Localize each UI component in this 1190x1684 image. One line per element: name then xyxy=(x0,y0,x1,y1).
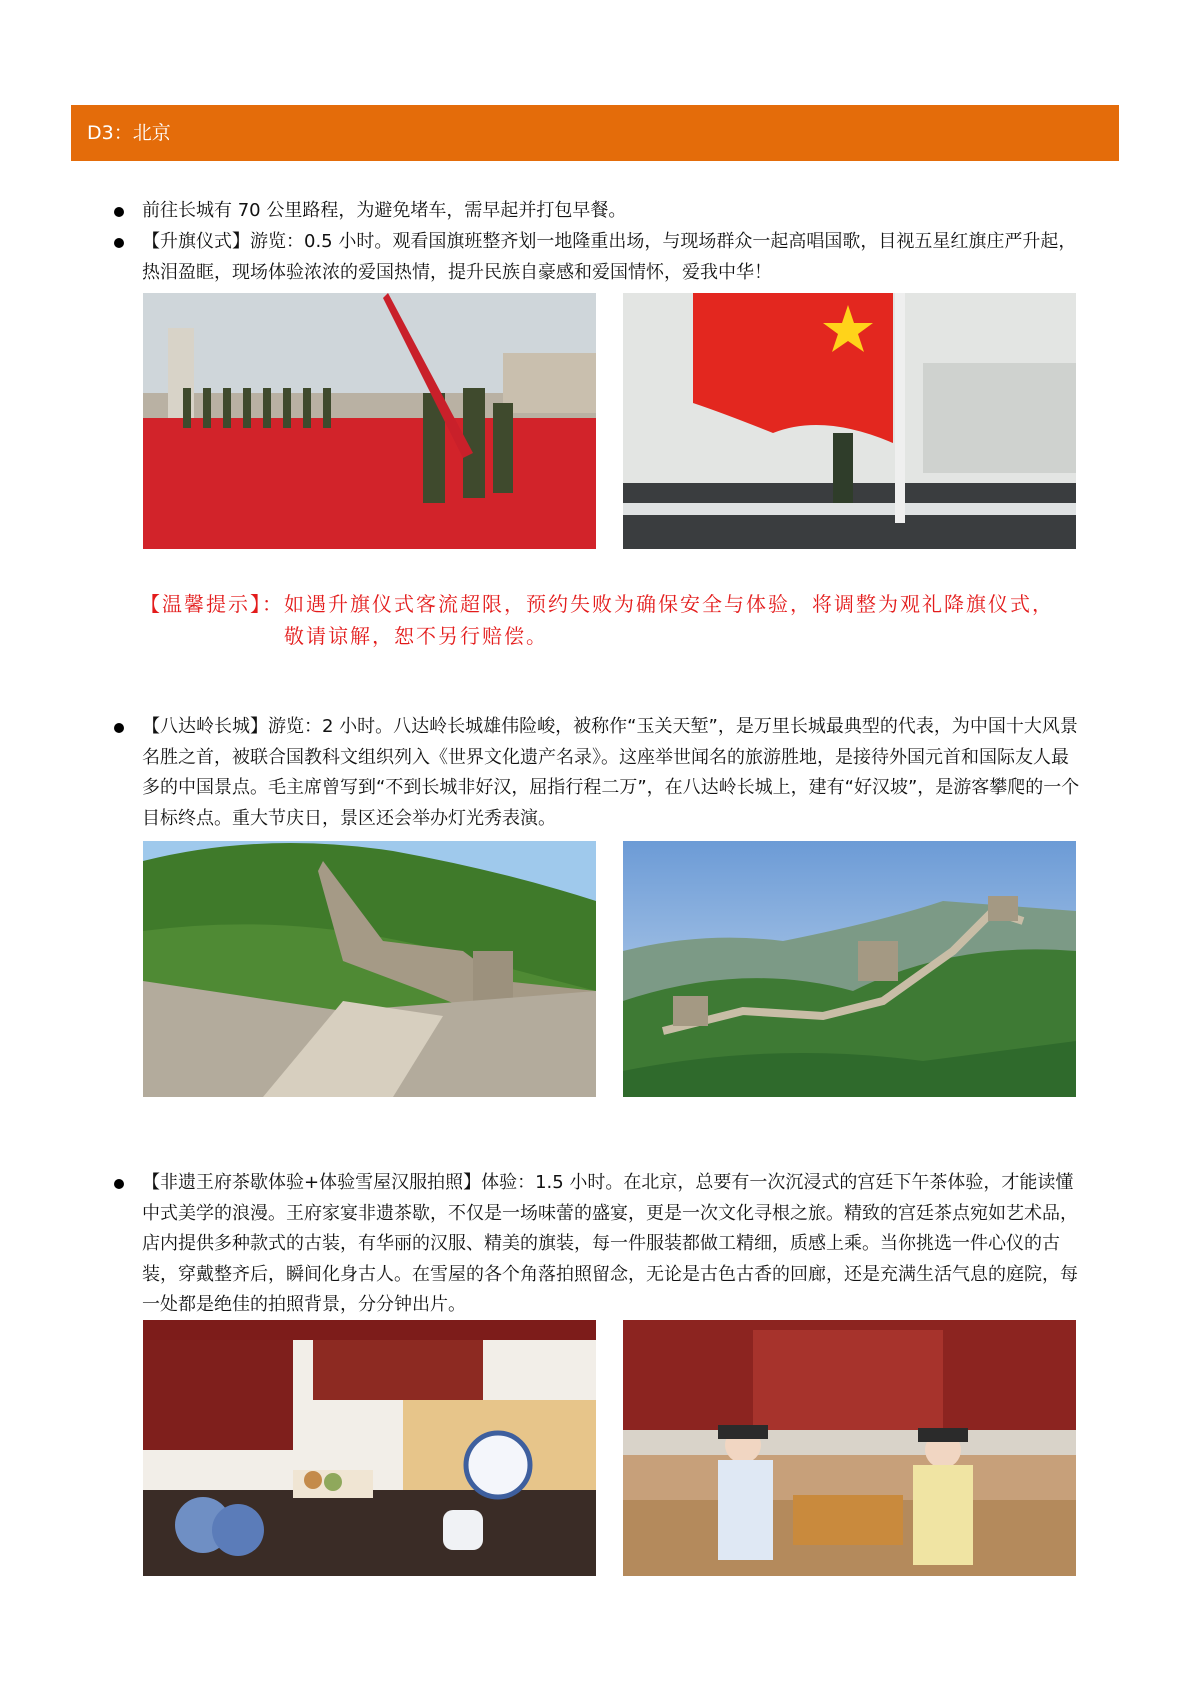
item-text: 【升旗仪式】游览：0.5 小时。观看国旗班整齐划一地隆重出场，与现场群众一起高唱国歌，目视五星红旗庄严升起，热泪盈眶，现场体验浓浓的爱国热情，提升民族自豪感和爱国情怀，爱我中华！ xyxy=(142,231,1077,283)
list-item-departure xyxy=(114,196,1080,227)
item-text: 【八达岭长城】游览：2 小时。八达岭长城雄伟险峻，被称作“玉关天堑”，是万里长城最典型的代表，为中国十大风景名胜之首，被联合国教科文组织列入《世界文化遗产名录》。这座举世闻名的旅游胜地，是接待外国元首和国际友人最多的中国景点。毛主席曾写到“不到长城非好汉，屈指行程二万”，在八达岭长城上，建有“好汉坡”，是游客攀爬的一个目标终点。重大节庆日，景区还会举办灯光秀表演。 xyxy=(142,716,1080,829)
item-text: 前往长城有 70 公里路程，为避免堵车，需早起并打包早餐。 xyxy=(142,200,627,221)
bullet-icon xyxy=(114,723,124,733)
list-item-tea-hanfu xyxy=(114,1168,1080,1321)
photo-palace-tea-set xyxy=(143,1320,596,1576)
photo-great-wall-panorama xyxy=(623,841,1076,1097)
photo-great-wall-closeup xyxy=(143,841,596,1097)
photo-flag-guards-march xyxy=(143,293,596,549)
photo-hanfu-portrait xyxy=(623,1320,1076,1576)
list-item-flag-ceremony xyxy=(114,227,1080,288)
day-title: D3：北京 xyxy=(87,122,171,144)
day-header xyxy=(71,105,1119,161)
warm-tip-label: 【温馨提示】： xyxy=(140,592,284,616)
bullet-icon xyxy=(114,207,124,217)
list-item-badaling xyxy=(114,712,1080,834)
photo-flag-raising xyxy=(623,293,1076,549)
bullet-icon xyxy=(114,238,124,248)
item-text: 【非遗王府茶歇体验+体验雪屋汉服拍照】体验：1.5 小时。在北京，总要有一次沉浸式的宫廷下午茶体验，才能读懂中式美学的浪漫。王府家宴非遗茶歇，不仅是一场味蕾的盛宴，更是一次文化寻根之旅。精致的宫廷茶点宛如艺术品，店内提供多种款式的古装，有华丽的汉服、精美的旗装，每一件服装都做工精细，质感上乘。当你挑选一件心仪的古装，穿戴整齐后，瞬间化身古人。在雪屋的各个角落拍照留念，无论是古色古香的回廊，还是充满生活气息的庭院，每一处都是绝佳的拍照背景，分分钟出片。 xyxy=(142,1172,1078,1315)
bullet-icon xyxy=(114,1179,124,1189)
warm-tip-text: 如遇升旗仪式客流超限，预约失败为确保安全与体验，将调整为观礼降旗仪式，敬请谅解，恕不另行赔偿。 xyxy=(284,592,1054,648)
warm-tip xyxy=(140,588,1080,652)
